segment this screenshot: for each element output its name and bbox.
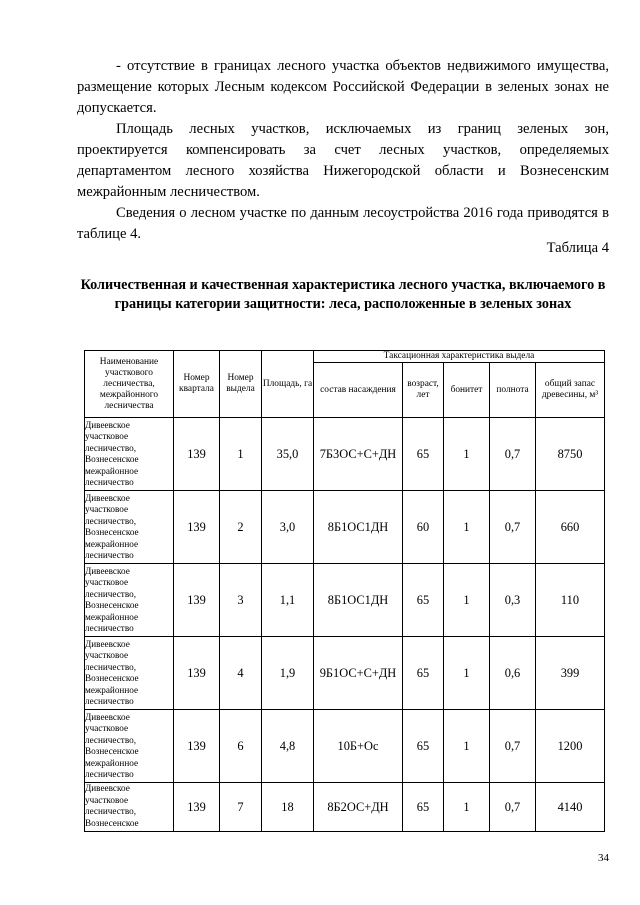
cell-area: 18 [262, 783, 314, 832]
cell-vydel: 7 [220, 783, 262, 832]
header-density: полнота [490, 363, 536, 418]
cell-bonitet: 1 [444, 783, 490, 832]
cell-vydel: 3 [220, 564, 262, 637]
cell-composition: 9Б1ОС+С+ДН [314, 637, 403, 710]
cell-name: Дивеевское участковое лесничество, Вознесенское межрайонное лесничество [85, 564, 174, 637]
table-row [85, 564, 605, 637]
cell-area: 1,9 [262, 637, 314, 710]
forest-plot-table [84, 350, 605, 832]
cell-kvartal: 139 [174, 418, 220, 491]
header-bonitet: бонитет [444, 363, 490, 418]
cell-area: 35,0 [262, 418, 314, 491]
table-row [85, 491, 605, 564]
cell-name: Дивеевское участковое лесничество, Вознесенское межрайонное лесничество [85, 710, 174, 783]
cell-density: 0,7 [490, 783, 536, 832]
cell-bonitet: 1 [444, 564, 490, 637]
cell-age: 60 [403, 491, 444, 564]
cell-area: 4,8 [262, 710, 314, 783]
table-row [85, 418, 605, 491]
cell-kvartal: 139 [174, 637, 220, 710]
paragraph-table-reference: Сведения о лесном участке по данным лесоустройства 2016 года приводятся в таблице 4. [77, 205, 609, 242]
cell-kvartal: 139 [174, 491, 220, 564]
cell-density: 0,7 [490, 418, 536, 491]
header-kvartal: Номер квартала [174, 351, 220, 418]
table-title: Количественная и качественная характеристика лесного участка, включаемого в границы категории защитности: леса, расположенные в зеленых зонах [80, 277, 606, 312]
cell-stock: 110 [536, 564, 605, 637]
cell-stock: 1200 [536, 710, 605, 783]
cell-bonitet: 1 [444, 637, 490, 710]
header-stock: общий запас древесины, м³ [536, 363, 605, 418]
cell-area: 3,0 [262, 491, 314, 564]
cell-stock: 4140 [536, 783, 605, 832]
table-label: Таблица 4 [546, 240, 609, 256]
cell-vydel: 1 [220, 418, 262, 491]
cell-density: 0,6 [490, 637, 536, 710]
table-row [85, 783, 605, 832]
header-taxation-group: Таксационная характеристика выдела [314, 351, 605, 363]
cell-name-text: Дивеевское участковое лесничество, Вознесенское [85, 783, 139, 828]
cell-stock: 399 [536, 637, 605, 710]
cell-age: 65 [403, 783, 444, 832]
cell-bonitet: 1 [444, 491, 490, 564]
cell-vydel: 2 [220, 491, 262, 564]
header-vydel: Номер выдела [220, 351, 262, 418]
cell-vydel: 6 [220, 710, 262, 783]
cell-bonitet: 1 [444, 418, 490, 491]
cell-area: 1,1 [262, 564, 314, 637]
table-row [85, 637, 605, 710]
cell-composition: 8Б2ОС+ДН [314, 783, 403, 832]
cell-age: 65 [403, 564, 444, 637]
cell-composition: 8Б1ОС1ДН [314, 564, 403, 637]
cell-density: 0,7 [490, 491, 536, 564]
cell-name: Дивеевское участковое лесничество, Вознесенское межрайонное лесничество [85, 637, 174, 710]
cell-density: 0,3 [490, 564, 536, 637]
cell-name: Дивеевское участковое лесничество, Вознесенское межрайонное лесничество [85, 491, 174, 564]
page-number: 34 [598, 852, 609, 864]
cell-composition: 7Б3ОС+С+ДН [314, 418, 403, 491]
table-header-row [85, 351, 605, 363]
cell-age: 65 [403, 418, 444, 491]
paragraph-compensation: Площадь лесных участков, исключаемых из границ зеленых зон, проектируется компенсировать за счет лесных участков, определяемых департаментом лесного хозяйства Нижегородской области и Вознесенским межрайонным лесничеством. [77, 121, 609, 200]
cell-kvartal: 139 [174, 564, 220, 637]
cell-age: 65 [403, 710, 444, 783]
cell-vydel: 4 [220, 637, 262, 710]
cell-age: 65 [403, 637, 444, 710]
cell-kvartal: 139 [174, 783, 220, 832]
cell-density: 0,7 [490, 710, 536, 783]
header-name: Наименование участкового лесничества, межрайонного лесничества [85, 351, 174, 418]
cell-name [85, 783, 174, 832]
table-row [85, 710, 605, 783]
header-composition: состав насаждения [314, 363, 403, 418]
cell-composition: 10Б+Ос [314, 710, 403, 783]
cell-name: Дивеевское участковое лесничество, Вознесенское межрайонное лесничество [85, 418, 174, 491]
cell-composition: 8Б1ОС1ДН [314, 491, 403, 564]
paragraph-restriction: - отсутствие в границах лесного участка объектов недвижимого имущества, размещение которых Лесным кодексом Российской Федерации в зеленых зонах не допускается. [77, 58, 609, 116]
header-area: Площадь, га [262, 351, 314, 418]
header-age: возраст, лет [403, 363, 444, 418]
cell-stock: 660 [536, 491, 605, 564]
cell-kvartal: 139 [174, 710, 220, 783]
cell-stock: 8750 [536, 418, 605, 491]
cell-bonitet: 1 [444, 710, 490, 783]
